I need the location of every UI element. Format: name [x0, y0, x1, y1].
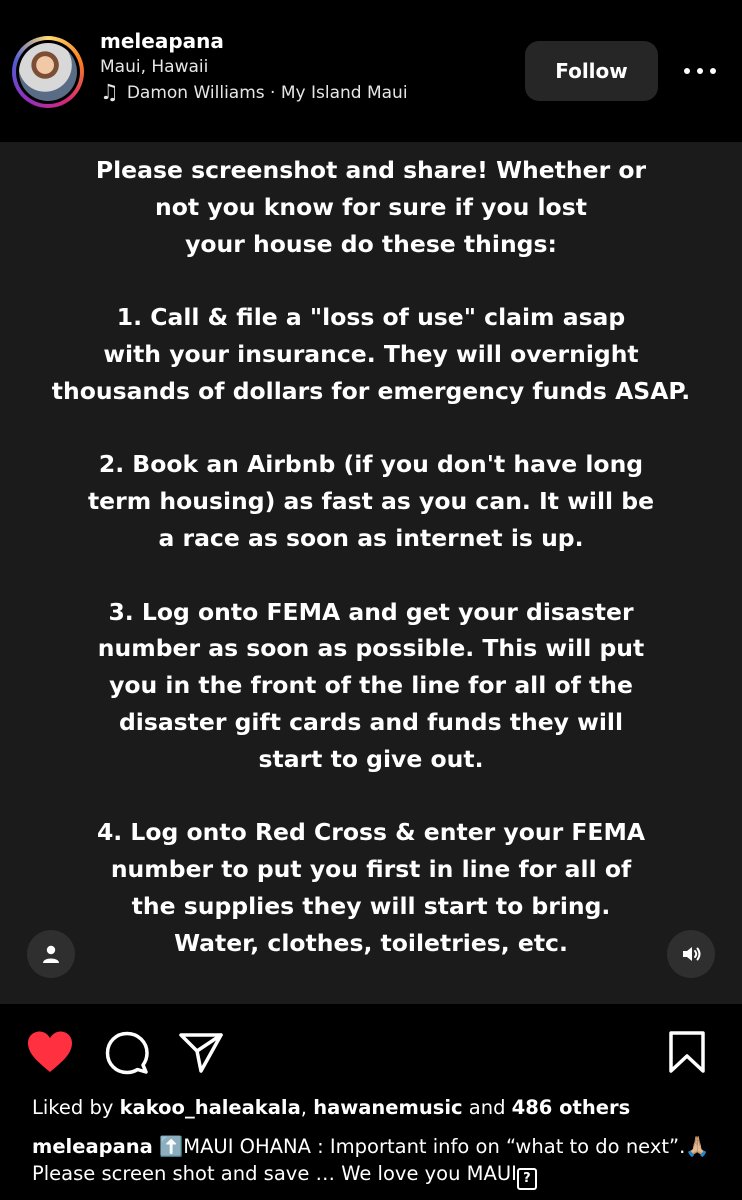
- bookmark-icon[interactable]: [668, 1030, 706, 1074]
- likes-separator: ,: [300, 1096, 307, 1119]
- comment-icon[interactable]: [104, 1030, 150, 1076]
- avatar-ring-gap: [16, 40, 80, 104]
- missing-emoji-icon: ?: [517, 1168, 537, 1190]
- music-note-icon: ♫: [100, 80, 119, 104]
- caption-username[interactable]: meleapana: [32, 1135, 153, 1158]
- caption-text: MAUI OHANA : Important info on “what to do next”.: [183, 1135, 686, 1158]
- speaker-icon: [679, 942, 703, 966]
- liker-username[interactable]: kakoo_haleakala: [119, 1096, 301, 1119]
- caption: [32, 1133, 722, 1190]
- location[interactable]: Maui, Hawaii: [100, 57, 209, 77]
- tagged-users-button[interactable]: [27, 930, 75, 978]
- pray-emoji-icon: 🙏🏼: [685, 1135, 710, 1158]
- action-bar: [0, 1004, 742, 1094]
- follow-button[interactable]: Follow: [525, 41, 658, 101]
- more-options-icon[interactable]: [684, 55, 716, 87]
- more-dot: [697, 68, 703, 74]
- likes-prefix: Liked by: [32, 1096, 114, 1119]
- post-text: Please screenshot and share! Whether or not you know for sure if you lost your house do these things: 1. Call & file a "loss of use" claim asap with your insurance. They will overnight thousands of dollars for emergency funds ASAP. 2. Book an Airbnb (if you don't have long term housing) as fast as you can. It will be a race as soon as internet is up. 3. Log onto FEMA and get your disaster number as soon as possible. This will put you in the front of the line for all of the disaster gift cards and funds they will start to give out. 4. Log onto Red Cross & enter your FEMA number to put you first in line for all of the supplies they will start to bring. Water, clothes, toiletries, etc.: [51, 156, 691, 957]
- heart-icon[interactable]: [26, 1030, 74, 1074]
- up-arrow-emoji-icon: ⬆️: [158, 1135, 184, 1158]
- username[interactable]: meleapana: [100, 29, 224, 53]
- sound-toggle-button[interactable]: [667, 930, 715, 978]
- likes-summary[interactable]: [32, 1096, 630, 1119]
- avatar[interactable]: [12, 36, 84, 108]
- likes-and: and: [468, 1096, 506, 1119]
- music-track-label: Damon Williams · My Island Maui: [126, 82, 408, 103]
- person-icon: [40, 943, 62, 965]
- more-dot: [710, 68, 716, 74]
- post-media[interactable]: [0, 142, 742, 1004]
- liker-username[interactable]: hawanemusic: [313, 1096, 463, 1119]
- caption-text-2: Please screen shot and save … We love you MAUI: [32, 1162, 517, 1185]
- likes-count[interactable]: 486 others: [511, 1096, 631, 1119]
- more-dot: [684, 68, 690, 74]
- avatar-photo: [19, 43, 77, 101]
- music-track[interactable]: [100, 82, 408, 103]
- share-icon[interactable]: [178, 1031, 224, 1075]
- post-header: [0, 0, 742, 142]
